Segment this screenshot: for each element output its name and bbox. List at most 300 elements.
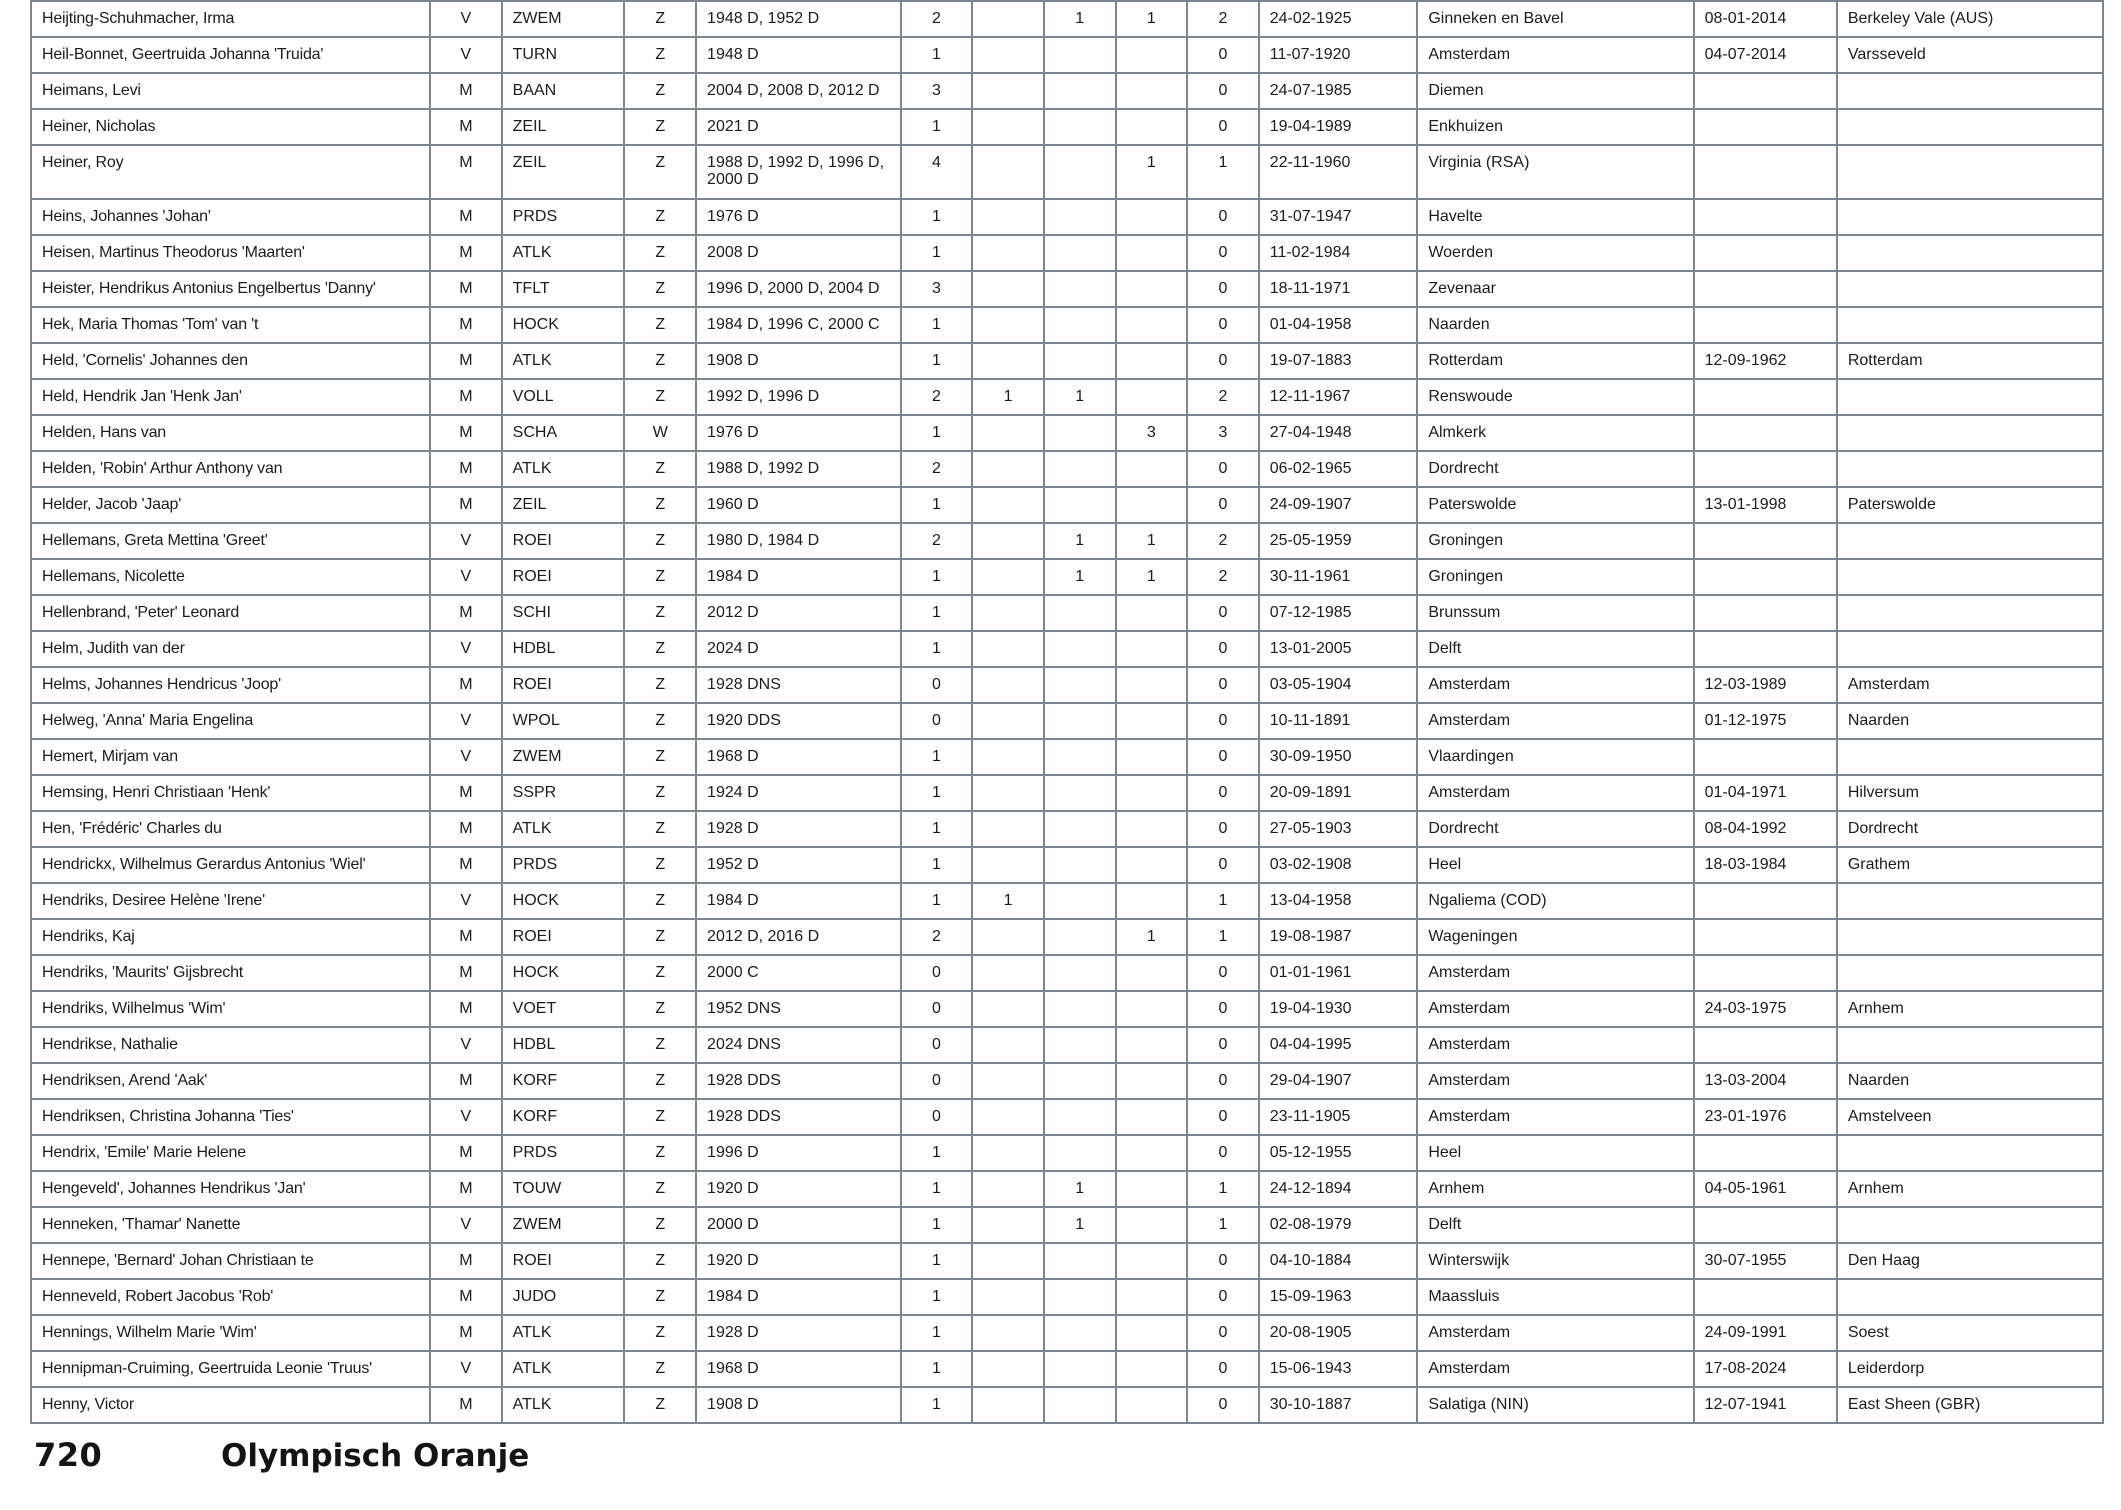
table-row [31, 1171, 2103, 1207]
death-place [1837, 631, 2103, 667]
athlete-name: Hennipman-Cruiming, Geertruida Leonie 'Truus' [31, 1351, 430, 1387]
birth-place: Amsterdam [1417, 703, 1693, 739]
medal-total: 1 [1187, 1207, 1259, 1243]
medal-total: 0 [1187, 307, 1259, 343]
games-cell: 1948 D, 1952 D [696, 1, 901, 37]
participations-cell: 0 [901, 667, 973, 703]
sex-cell: M [430, 109, 502, 145]
season-cell: Z [624, 595, 696, 631]
gold-count [972, 703, 1044, 739]
silver-count [1044, 955, 1116, 991]
medal-total: 0 [1187, 271, 1259, 307]
table-row [31, 1243, 2103, 1279]
birth-date: 03-05-1904 [1259, 667, 1418, 703]
season-cell: Z [624, 811, 696, 847]
medal-total: 0 [1187, 955, 1259, 991]
gold-count [972, 199, 1044, 235]
games-cell: 1984 D, 1996 C, 2000 C [696, 307, 901, 343]
death-place: Varsseveld [1837, 37, 2103, 73]
table-row [31, 811, 2103, 847]
season-cell: Z [624, 1351, 696, 1387]
gold-count [972, 343, 1044, 379]
table-row [31, 703, 2103, 739]
gold-count [972, 1027, 1044, 1063]
birth-date: 11-02-1984 [1259, 235, 1418, 271]
athlete-name: Heiner, Nicholas [31, 109, 430, 145]
participations-cell: 1 [901, 883, 973, 919]
sport-code: SSPR [502, 775, 625, 811]
bronze-count [1116, 1027, 1188, 1063]
games-cell: 2000 D [696, 1207, 901, 1243]
birth-date: 27-05-1903 [1259, 811, 1418, 847]
gold-count [972, 1351, 1044, 1387]
death-place [1837, 559, 2103, 595]
gold-count: 1 [972, 379, 1044, 415]
birth-date: 29-04-1907 [1259, 1063, 1418, 1099]
season-cell: Z [624, 847, 696, 883]
birth-date: 24-07-1985 [1259, 73, 1418, 109]
season-cell: Z [624, 271, 696, 307]
participations-cell: 2 [901, 379, 973, 415]
death-date: 01-04-1971 [1694, 775, 1837, 811]
gold-count [972, 739, 1044, 775]
medal-total: 2 [1187, 559, 1259, 595]
gold-count [972, 523, 1044, 559]
birth-date: 25-05-1959 [1259, 523, 1418, 559]
athlete-name: Hek, Maria Thomas 'Tom' van 't [31, 307, 430, 343]
birth-place: Dordrecht [1417, 451, 1693, 487]
death-place [1837, 523, 2103, 559]
death-date [1694, 1027, 1837, 1063]
bronze-count: 1 [1116, 145, 1188, 199]
sex-cell: V [430, 37, 502, 73]
gold-count [972, 991, 1044, 1027]
birth-place: Virginia (RSA) [1417, 145, 1693, 199]
games-cell: 1928 DNS [696, 667, 901, 703]
birth-place: Renswoude [1417, 379, 1693, 415]
bronze-count [1116, 667, 1188, 703]
silver-count: 1 [1044, 1171, 1116, 1207]
participations-cell: 1 [901, 307, 973, 343]
birth-date: 13-01-2005 [1259, 631, 1418, 667]
gold-count [972, 955, 1044, 991]
games-cell: 1988 D, 1992 D [696, 451, 901, 487]
season-cell: Z [624, 307, 696, 343]
medal-total: 3 [1187, 415, 1259, 451]
sport-code: SCHI [502, 595, 625, 631]
birth-date: 20-09-1891 [1259, 775, 1418, 811]
sex-cell: M [430, 811, 502, 847]
birth-date: 19-08-1987 [1259, 919, 1418, 955]
birth-date: 12-11-1967 [1259, 379, 1418, 415]
death-date [1694, 559, 1837, 595]
participations-cell: 4 [901, 145, 973, 199]
medal-total: 0 [1187, 739, 1259, 775]
birth-place: Diemen [1417, 73, 1693, 109]
games-cell: 2021 D [696, 109, 901, 145]
medal-total: 0 [1187, 487, 1259, 523]
medal-total: 0 [1187, 1315, 1259, 1351]
table-row [31, 73, 2103, 109]
birth-place: Amsterdam [1417, 37, 1693, 73]
birth-date: 24-12-1894 [1259, 1171, 1418, 1207]
season-cell: Z [624, 145, 696, 199]
table-row [31, 595, 2103, 631]
gold-count [972, 1099, 1044, 1135]
season-cell: Z [624, 991, 696, 1027]
birth-date: 24-09-1907 [1259, 487, 1418, 523]
register-rows [31, 1, 2103, 1423]
participations-cell: 1 [901, 415, 973, 451]
participations-cell: 2 [901, 523, 973, 559]
medal-total: 0 [1187, 235, 1259, 271]
birth-date: 10-11-1891 [1259, 703, 1418, 739]
table-row [31, 1279, 2103, 1315]
bronze-count: 1 [1116, 523, 1188, 559]
silver-count [1044, 1135, 1116, 1171]
sex-cell: V [430, 739, 502, 775]
gold-count [972, 307, 1044, 343]
sex-cell: V [430, 703, 502, 739]
death-date [1694, 595, 1837, 631]
gold-count: 1 [972, 883, 1044, 919]
sex-cell: M [430, 1063, 502, 1099]
medal-total: 0 [1187, 991, 1259, 1027]
gold-count [972, 1207, 1044, 1243]
bronze-count [1116, 1063, 1188, 1099]
death-place [1837, 271, 2103, 307]
athlete-name: Helms, Johannes Hendricus 'Joop' [31, 667, 430, 703]
season-cell: Z [624, 487, 696, 523]
birth-place: Amsterdam [1417, 1351, 1693, 1387]
athlete-name: Hennings, Wilhelm Marie 'Wim' [31, 1315, 430, 1351]
death-date: 12-07-1941 [1694, 1387, 1837, 1423]
table-row [31, 271, 2103, 307]
medal-total: 0 [1187, 1027, 1259, 1063]
participations-cell: 2 [901, 919, 973, 955]
death-date [1694, 379, 1837, 415]
death-date: 04-07-2014 [1694, 37, 1837, 73]
silver-count [1044, 1243, 1116, 1279]
birth-date: 30-11-1961 [1259, 559, 1418, 595]
birth-place: Enkhuizen [1417, 109, 1693, 145]
gold-count [972, 1279, 1044, 1315]
gold-count [972, 73, 1044, 109]
athlete-name: Helweg, 'Anna' Maria Engelina [31, 703, 430, 739]
participations-cell: 1 [901, 487, 973, 523]
participations-cell: 0 [901, 955, 973, 991]
table-row [31, 415, 2103, 451]
death-place [1837, 145, 2103, 199]
games-cell: 2024 DNS [696, 1027, 901, 1063]
birth-place: Groningen [1417, 559, 1693, 595]
death-date: 12-03-1989 [1694, 667, 1837, 703]
death-date: 17-08-2024 [1694, 1351, 1837, 1387]
athlete-name: Heisen, Martinus Theodorus 'Maarten' [31, 235, 430, 271]
games-cell: 1968 D [696, 739, 901, 775]
season-cell: Z [624, 199, 696, 235]
table-row [31, 37, 2103, 73]
death-date: 23-01-1976 [1694, 1099, 1837, 1135]
table-row [31, 199, 2103, 235]
sex-cell: M [430, 991, 502, 1027]
bronze-count [1116, 199, 1188, 235]
athlete-name: Hendriksen, Christina Johanna 'Ties' [31, 1099, 430, 1135]
season-cell: Z [624, 703, 696, 739]
gold-count [972, 1135, 1044, 1171]
birth-place: Amsterdam [1417, 1027, 1693, 1063]
table-row [31, 667, 2103, 703]
participations-cell: 1 [901, 1171, 973, 1207]
gold-count [972, 631, 1044, 667]
participations-cell: 1 [901, 235, 973, 271]
bronze-count [1116, 631, 1188, 667]
athlete-name: Heimans, Levi [31, 73, 430, 109]
birth-place: Amsterdam [1417, 1063, 1693, 1099]
bronze-count [1116, 1171, 1188, 1207]
bronze-count [1116, 379, 1188, 415]
birth-date: 15-06-1943 [1259, 1351, 1418, 1387]
table-row [31, 1351, 2103, 1387]
death-place: Amstelveen [1837, 1099, 2103, 1135]
silver-count [1044, 73, 1116, 109]
gold-count [972, 811, 1044, 847]
sex-cell: V [430, 1, 502, 37]
bronze-count [1116, 1099, 1188, 1135]
athlete-name: Hendrikse, Nathalie [31, 1027, 430, 1063]
table-row [31, 343, 2103, 379]
sex-cell: M [430, 343, 502, 379]
athlete-name: Hennepe, 'Bernard' Johan Christiaan te [31, 1243, 430, 1279]
participations-cell: 1 [901, 847, 973, 883]
death-place: Amsterdam [1837, 667, 2103, 703]
sport-code: ZWEM [502, 1207, 625, 1243]
medal-total: 1 [1187, 1171, 1259, 1207]
participations-cell: 0 [901, 1027, 973, 1063]
participations-cell: 3 [901, 271, 973, 307]
participations-cell: 1 [901, 1315, 973, 1351]
medal-total: 0 [1187, 1351, 1259, 1387]
gold-count [972, 1315, 1044, 1351]
silver-count [1044, 919, 1116, 955]
silver-count [1044, 775, 1116, 811]
season-cell: Z [624, 919, 696, 955]
sex-cell: V [430, 1099, 502, 1135]
athlete-name: Helder, Jacob 'Jaap' [31, 487, 430, 523]
silver-count [1044, 235, 1116, 271]
sex-cell: M [430, 73, 502, 109]
birth-place: Brunssum [1417, 595, 1693, 631]
gold-count [972, 775, 1044, 811]
games-cell: 1992 D, 1996 D [696, 379, 901, 415]
sex-cell: V [430, 1351, 502, 1387]
death-date [1694, 1207, 1837, 1243]
death-place: Naarden [1837, 703, 2103, 739]
silver-count: 1 [1044, 1207, 1116, 1243]
participations-cell: 0 [901, 991, 973, 1027]
athlete-name: Henneveld, Robert Jacobus 'Rob' [31, 1279, 430, 1315]
birth-place: Ginneken en Bavel [1417, 1, 1693, 37]
birth-place: Havelte [1417, 199, 1693, 235]
participations-cell: 1 [901, 559, 973, 595]
death-place [1837, 739, 2103, 775]
participations-cell: 0 [901, 1099, 973, 1135]
sport-code: ATLK [502, 811, 625, 847]
participations-cell: 1 [901, 37, 973, 73]
participations-cell: 1 [901, 1387, 973, 1423]
season-cell: Z [624, 343, 696, 379]
death-date [1694, 1135, 1837, 1171]
table-row [31, 739, 2103, 775]
season-cell: Z [624, 1063, 696, 1099]
season-cell: Z [624, 739, 696, 775]
season-cell: Z [624, 1, 696, 37]
table-row [31, 1027, 2103, 1063]
participations-cell: 1 [901, 1351, 973, 1387]
games-cell: 1976 D [696, 199, 901, 235]
table-row [31, 1387, 2103, 1423]
season-cell: Z [624, 1171, 696, 1207]
bronze-count [1116, 73, 1188, 109]
silver-count [1044, 199, 1116, 235]
games-cell: 1928 D [696, 811, 901, 847]
bronze-count [1116, 1207, 1188, 1243]
birth-place: Rotterdam [1417, 343, 1693, 379]
sport-code: BAAN [502, 73, 625, 109]
birth-date: 31-07-1947 [1259, 199, 1418, 235]
death-date [1694, 235, 1837, 271]
death-place: East Sheen (GBR) [1837, 1387, 2103, 1423]
birth-date: 19-04-1989 [1259, 109, 1418, 145]
sport-code: ROEI [502, 523, 625, 559]
sport-code: SCHA [502, 415, 625, 451]
silver-count [1044, 811, 1116, 847]
sport-code: ROEI [502, 1243, 625, 1279]
gold-count [972, 451, 1044, 487]
death-place: Naarden [1837, 1063, 2103, 1099]
games-cell: 2012 D, 2016 D [696, 919, 901, 955]
season-cell: Z [624, 1315, 696, 1351]
sport-code: JUDO [502, 1279, 625, 1315]
season-cell: Z [624, 451, 696, 487]
sex-cell: V [430, 559, 502, 595]
sport-code: ROEI [502, 667, 625, 703]
games-cell: 1908 D [696, 1387, 901, 1423]
birth-place: Delft [1417, 1207, 1693, 1243]
birth-place: Heel [1417, 847, 1693, 883]
games-cell: 2024 D [696, 631, 901, 667]
birth-date: 30-10-1887 [1259, 1387, 1418, 1423]
games-cell: 2008 D [696, 235, 901, 271]
birth-place: Maassluis [1417, 1279, 1693, 1315]
birth-date: 03-02-1908 [1259, 847, 1418, 883]
birth-place: Groningen [1417, 523, 1693, 559]
death-date: 30-07-1955 [1694, 1243, 1837, 1279]
death-date: 12-09-1962 [1694, 343, 1837, 379]
medal-total: 0 [1187, 703, 1259, 739]
death-place [1837, 919, 2103, 955]
death-place: Arnhem [1837, 1171, 2103, 1207]
death-date: 08-01-2014 [1694, 1, 1837, 37]
silver-count [1044, 307, 1116, 343]
sex-cell: M [430, 307, 502, 343]
athlete-name: Helden, Hans van [31, 415, 430, 451]
athlete-name: Hendrix, 'Emile' Marie Helene [31, 1135, 430, 1171]
table-row [31, 631, 2103, 667]
athlete-name: Hellenbrand, 'Peter' Leonard [31, 595, 430, 631]
participations-cell: 1 [901, 631, 973, 667]
bronze-count [1116, 1387, 1188, 1423]
birth-place: Winterswijk [1417, 1243, 1693, 1279]
birth-date: 01-01-1961 [1259, 955, 1418, 991]
bronze-count [1116, 955, 1188, 991]
silver-count [1044, 703, 1116, 739]
death-place [1837, 955, 2103, 991]
death-date [1694, 415, 1837, 451]
birth-place: Paterswolde [1417, 487, 1693, 523]
table-row [31, 1, 2103, 37]
sex-cell: M [430, 775, 502, 811]
games-cell: 2000 C [696, 955, 901, 991]
season-cell: W [624, 415, 696, 451]
athlete-name: Hendriks, Wilhelmus 'Wim' [31, 991, 430, 1027]
table-row [31, 883, 2103, 919]
season-cell: Z [624, 883, 696, 919]
birth-date: 19-04-1930 [1259, 991, 1418, 1027]
medal-total: 2 [1187, 379, 1259, 415]
games-cell: 2004 D, 2008 D, 2012 D [696, 73, 901, 109]
participations-cell: 1 [901, 1207, 973, 1243]
silver-count [1044, 415, 1116, 451]
participations-cell: 0 [901, 703, 973, 739]
bronze-count [1116, 775, 1188, 811]
bronze-count [1116, 703, 1188, 739]
sport-code: WPOL [502, 703, 625, 739]
death-date [1694, 631, 1837, 667]
death-date: 08-04-1992 [1694, 811, 1837, 847]
gold-count [972, 667, 1044, 703]
death-date [1694, 739, 1837, 775]
death-place [1837, 307, 2103, 343]
silver-count [1044, 631, 1116, 667]
athlete-name: Hendriks, Desiree Helène 'Irene' [31, 883, 430, 919]
sex-cell: M [430, 847, 502, 883]
participations-cell: 3 [901, 73, 973, 109]
season-cell: Z [624, 1207, 696, 1243]
death-date [1694, 109, 1837, 145]
silver-count [1044, 271, 1116, 307]
death-date: 24-09-1991 [1694, 1315, 1837, 1351]
season-cell: Z [624, 235, 696, 271]
gold-count [972, 1171, 1044, 1207]
athlete-name: Heister, Hendrikus Antonius Engelbertus 'Danny' [31, 271, 430, 307]
athlete-register-table [30, 0, 2104, 1424]
sport-code: TOUW [502, 1171, 625, 1207]
gold-count [972, 37, 1044, 73]
medal-total: 0 [1187, 667, 1259, 703]
sport-code: ATLK [502, 1387, 625, 1423]
birth-place: Amsterdam [1417, 1315, 1693, 1351]
season-cell: Z [624, 775, 696, 811]
season-cell: Z [624, 109, 696, 145]
sport-code: PRDS [502, 199, 625, 235]
table-row [31, 847, 2103, 883]
sex-cell: M [430, 1279, 502, 1315]
birth-date: 19-07-1883 [1259, 343, 1418, 379]
birth-place: Delft [1417, 631, 1693, 667]
silver-count [1044, 883, 1116, 919]
participations-cell: 1 [901, 343, 973, 379]
